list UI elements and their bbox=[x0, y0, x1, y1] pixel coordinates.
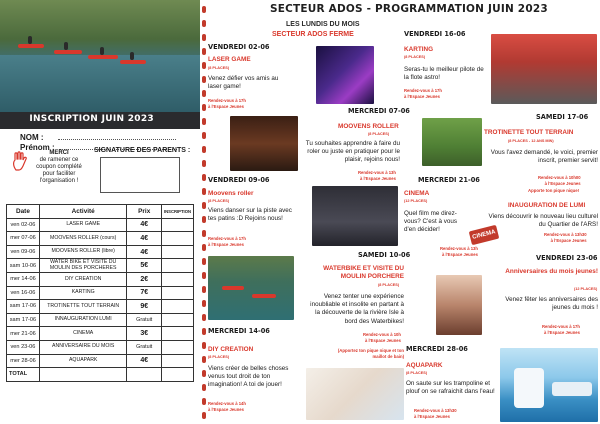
cell-date: sam 17-06 bbox=[7, 300, 40, 314]
aquapark-photo bbox=[500, 348, 598, 422]
event-places: (12 PLACES) bbox=[404, 199, 428, 203]
perforation-mark bbox=[202, 244, 206, 251]
cell-activity: MOOVENS ROLLER (libre) bbox=[39, 245, 127, 259]
event-places: (8 PLACES) bbox=[208, 355, 230, 359]
cell-price: 9€ bbox=[127, 300, 162, 314]
perforation-mark bbox=[202, 188, 206, 195]
cell-activity: INNAUGURATION LUMI bbox=[39, 313, 127, 327]
perforation-strip bbox=[200, 0, 208, 424]
cell-price: 5€ bbox=[127, 259, 162, 273]
cell-price: 7€ bbox=[127, 286, 162, 300]
cell-price: 2€ bbox=[127, 272, 162, 286]
cell-inscription[interactable] bbox=[161, 259, 193, 273]
perforation-mark bbox=[202, 412, 206, 419]
event-date: MERCREDI 21-06 bbox=[418, 176, 480, 184]
perforation-mark bbox=[202, 230, 206, 237]
event-title: KARTING bbox=[404, 46, 434, 53]
waterbike bbox=[54, 50, 82, 54]
event-rdv: Rendez-vous à 17h à l'Espace Jeunes bbox=[542, 324, 580, 335]
birthday-photo bbox=[436, 275, 482, 335]
cell-activity: ANNIVERSAIRE DU MOIS bbox=[39, 340, 127, 354]
event-title: AQUAPARK bbox=[406, 362, 443, 369]
event-title: MOOVENS ROLLER bbox=[338, 123, 399, 130]
perforation-mark bbox=[202, 34, 206, 41]
event-title: WATERBIKE ET VISITE DU MOULIN PORCHERE bbox=[323, 265, 404, 280]
total-label: TOTAL bbox=[7, 368, 40, 382]
table-row bbox=[7, 327, 194, 341]
roller-rink-photo bbox=[312, 186, 398, 246]
table-row bbox=[7, 232, 194, 246]
event-desc: Seras-tu le meilleur pilote de la flote astro! bbox=[404, 66, 484, 82]
perforation-mark bbox=[202, 174, 206, 181]
event-desc: Quel film me direz-vous? C'est à vous d'en décider! bbox=[404, 210, 458, 234]
waterbike bbox=[18, 44, 44, 48]
event-rdv: Rendez-vous à 13h à l'Espace Jeunes bbox=[358, 170, 396, 181]
cell-inscription[interactable] bbox=[161, 300, 193, 314]
event-date: MERCREDI 07-06 bbox=[348, 107, 410, 115]
rider bbox=[130, 52, 134, 60]
cinema-ticket-icon: CINEMA bbox=[469, 225, 500, 245]
event-places: (8 PLACES) bbox=[406, 371, 428, 375]
table-header-row bbox=[7, 205, 194, 219]
event-date: SAMEDI 17-06 bbox=[536, 113, 589, 121]
table-row bbox=[7, 272, 194, 286]
cell-date: ven 02-06 bbox=[7, 218, 40, 232]
total-price[interactable] bbox=[127, 368, 162, 382]
event-places: (8 PLACES) bbox=[208, 66, 230, 70]
rider bbox=[100, 47, 104, 55]
event-desc: Viens découvrir le nouveau lieu culturel du Quartier de l'ARS! bbox=[488, 213, 598, 229]
waterbike-event-photo bbox=[208, 256, 294, 320]
cell-price: 4€ bbox=[127, 354, 162, 368]
cell-price: 4€ bbox=[127, 245, 162, 259]
roller-photo bbox=[230, 116, 298, 171]
cell-inscription[interactable] bbox=[161, 232, 193, 246]
cell-activity: WATER BIKE ET VISITE DU MOULIN DES PORCHERES bbox=[39, 259, 127, 273]
perforation-mark bbox=[202, 20, 206, 27]
event-rdv: Rendez-vous à 13h30 à l'Espace Jeunes bbox=[414, 408, 457, 419]
col-activity: Activité bbox=[39, 205, 127, 219]
perforation-mark bbox=[202, 104, 206, 111]
registration-table bbox=[6, 204, 194, 382]
col-date: Date bbox=[7, 205, 40, 219]
perforation-mark bbox=[202, 258, 206, 265]
event-rdv: Rendez-vous à 13h à l'Espace Jeunes bbox=[440, 246, 478, 257]
event-date: VENDREDI 02-06 bbox=[208, 43, 270, 51]
signature-label: SIGNATURE DES PARENTS : bbox=[94, 147, 191, 154]
event-rdv: Rendez-vous à 14h à l'Espace Jeunes bbox=[208, 401, 246, 412]
total-empty bbox=[39, 368, 127, 382]
event-title: CINEMA bbox=[404, 190, 430, 197]
cell-inscription[interactable] bbox=[161, 354, 193, 368]
perforation-mark bbox=[202, 384, 206, 391]
event-rdv: Rendez-vous à 17h à l'Espace Jeunes bbox=[208, 236, 246, 247]
cell-activity: DIY CREATION bbox=[39, 272, 127, 286]
event-desc: Venez tenter une expérience inoubliable et insolite en partant à la découverte de la rivière Isle à bord des Waterbikes! bbox=[310, 293, 404, 325]
perforation-mark bbox=[202, 272, 206, 279]
perforation-mark bbox=[202, 160, 206, 167]
nom-line[interactable] bbox=[58, 133, 176, 140]
merci-text: de ramener ce coupon complété pour faciliter l'organisation ! bbox=[36, 157, 82, 184]
event-note: (Apportez ton pique nique et ton maillot de bain) bbox=[337, 348, 404, 359]
cell-inscription[interactable] bbox=[161, 218, 193, 232]
event-places: (8 PLACES) bbox=[404, 55, 426, 59]
perforation-mark bbox=[202, 48, 206, 55]
karting-photo bbox=[491, 34, 597, 104]
cell-price: 4€ bbox=[127, 232, 162, 246]
programme-title: SECTEUR ADOS - PROGRAMMATION JUIN 2023 bbox=[270, 3, 548, 15]
event-desc: Viens créer de belles choses venus tout droit de ton imagination! A toi de jouer! bbox=[208, 365, 289, 389]
event-title: Moovens roller bbox=[208, 190, 254, 197]
event-desc: Venez fêter les anniversaires des jeunes du mois ! bbox=[505, 296, 598, 312]
perforation-mark bbox=[202, 356, 206, 363]
perforation-mark bbox=[202, 370, 206, 377]
event-title: LASER GAME bbox=[208, 56, 251, 63]
event-places: (8 PLACES) bbox=[208, 199, 230, 203]
table-row bbox=[7, 259, 194, 273]
river-water bbox=[0, 55, 200, 112]
nom-label: NOM : bbox=[20, 133, 44, 142]
cell-activity: MOOVENS ROLLER (cours) bbox=[39, 232, 127, 246]
banner-bar bbox=[0, 112, 200, 129]
cell-inscription[interactable] bbox=[161, 245, 193, 259]
perforation-mark bbox=[202, 342, 206, 349]
cell-inscription[interactable] bbox=[161, 286, 193, 300]
event-rdv: Rendez-vous à 13h30 à l'Espace Jeunes bbox=[544, 232, 587, 243]
cell-date: ven 16-06 bbox=[7, 286, 40, 300]
col-inscription: INSCRIPTION bbox=[161, 205, 193, 219]
event-desc: Viens danser sur la piste avec tes patins :D Rejoins nous! bbox=[208, 207, 292, 223]
cell-price: Gratuit bbox=[127, 313, 162, 327]
cell-activity: TROTINETTE TOUT TERRAIN bbox=[39, 300, 127, 314]
event-desc: Venez défier vos amis au laser game! bbox=[208, 75, 279, 91]
event-date: SAMEDI 10-06 bbox=[358, 251, 411, 259]
cell-activity: AQUAPARK bbox=[39, 354, 127, 368]
cell-activity: LASER GAME bbox=[39, 218, 127, 232]
event-places: (8 PLACES - 12 ANS MIN) bbox=[508, 139, 554, 143]
event-rdv: Rendez-vous à 17h à l'Espace Jeunes bbox=[208, 98, 246, 109]
cell-date: sam 10-06 bbox=[7, 259, 40, 273]
event-title: INAUGURATION DE LUMI bbox=[508, 202, 586, 209]
col-price: Prix bbox=[127, 205, 162, 219]
cell-activity: KARTING bbox=[39, 286, 127, 300]
programme-panel bbox=[208, 0, 600, 424]
event-title: TROTINETTE TOUT TERRAIN bbox=[484, 129, 574, 136]
event-date: VENDREDI 09-06 bbox=[208, 176, 270, 184]
event-note: Apporte ton pique nique! bbox=[528, 188, 580, 193]
prenom-label: Prénom : bbox=[20, 143, 55, 152]
table-row bbox=[7, 354, 194, 368]
event-desc: On saute sur les trampoline et plouf on se rafraichit dans l'eau! bbox=[406, 380, 495, 396]
perforation-mark bbox=[202, 314, 206, 321]
table-row bbox=[7, 286, 194, 300]
event-rdv: Rendez-vous à 17h à l'Espace Jeunes bbox=[404, 88, 442, 99]
cell-inscription[interactable] bbox=[161, 313, 193, 327]
cell-date: sam 17-06 bbox=[7, 313, 40, 327]
perforation-mark bbox=[202, 132, 206, 139]
table-row bbox=[7, 340, 194, 354]
event-rdv: Rendez-vous à 10h à l'Espace Jeunes bbox=[363, 332, 401, 343]
event-date: MERCREDI 28-06 bbox=[406, 345, 468, 353]
perforation-mark bbox=[202, 398, 206, 405]
cell-date: mer 21-06 bbox=[7, 327, 40, 341]
cell-date: mer 28-06 bbox=[7, 354, 40, 368]
perforation-mark bbox=[202, 286, 206, 293]
rider bbox=[28, 36, 32, 44]
table-total-row bbox=[7, 368, 194, 382]
event-date: VENDREDI 16-06 bbox=[404, 30, 466, 38]
secteur-ferme-label: SECTEUR ADOS FERME bbox=[272, 31, 354, 38]
perforation-mark bbox=[202, 118, 206, 125]
diy-photo bbox=[306, 368, 404, 420]
nom-field[interactable] bbox=[20, 133, 176, 142]
table-row bbox=[7, 218, 194, 232]
perforation-mark bbox=[202, 90, 206, 97]
event-places: (8 PLACES) bbox=[378, 283, 400, 287]
cell-price: Gratuit bbox=[127, 340, 162, 354]
event-places: (12 PLACES) bbox=[574, 287, 598, 291]
perforation-mark bbox=[202, 146, 206, 153]
table-row bbox=[7, 300, 194, 314]
event-rdv: Rendez-vous à 10h00 à l'Espace Jeunes bbox=[538, 175, 581, 186]
event-desc: Vous l'avez demandé, le voici, premier inscrit, premier servit! bbox=[490, 149, 598, 165]
cell-inscription[interactable] bbox=[161, 340, 193, 354]
event-date: VENDREDI 23-06 bbox=[536, 254, 598, 262]
cell-date: ven 09-06 bbox=[7, 245, 40, 259]
cell-activity: CINEMA bbox=[39, 327, 127, 341]
table-row bbox=[7, 313, 194, 327]
merci-note bbox=[30, 150, 88, 185]
perforation-mark bbox=[202, 328, 206, 335]
perforation-mark bbox=[202, 300, 206, 307]
cell-price: 3€ bbox=[127, 327, 162, 341]
perforation-mark bbox=[202, 76, 206, 83]
event-date: MERCREDI 14-06 bbox=[208, 327, 270, 335]
perforation-mark bbox=[202, 202, 206, 209]
cell-inscription[interactable] bbox=[161, 272, 193, 286]
cell-date: ven 23-06 bbox=[7, 340, 40, 354]
trotinette-photo bbox=[422, 118, 482, 166]
event-desc: Tu souhaites apprendre à faire du roler ou juste en pratiquer pour le plaisir, rejoins nous! bbox=[305, 140, 400, 164]
total-inscription[interactable] bbox=[161, 368, 193, 382]
table-row bbox=[7, 245, 194, 259]
hand-icon bbox=[10, 150, 32, 172]
registration-coupon bbox=[0, 0, 200, 424]
event-title: DIY CREATION bbox=[208, 346, 254, 353]
merci-title: MERCI bbox=[49, 150, 69, 156]
cell-price: 4€ bbox=[127, 218, 162, 232]
perforation-mark bbox=[202, 6, 206, 13]
waterbike-photo bbox=[0, 0, 200, 112]
cell-inscription[interactable] bbox=[161, 327, 193, 341]
lundis-label: LES LUNDIS DU MOIS bbox=[286, 21, 360, 28]
signature-box[interactable] bbox=[100, 157, 180, 193]
banner-title: INSCRIPTION JUIN 2023 bbox=[29, 114, 154, 124]
perforation-mark bbox=[202, 62, 206, 69]
perforation-mark bbox=[202, 216, 206, 223]
rider bbox=[64, 42, 68, 50]
cell-date: mer 14-06 bbox=[7, 272, 40, 286]
event-title: Anniversaires du mois jeunes! bbox=[505, 268, 598, 275]
event-places: (8 PLACES) bbox=[368, 132, 390, 136]
cell-date: mer 07-06 bbox=[7, 232, 40, 246]
waterbike bbox=[88, 55, 118, 59]
laser-game-photo bbox=[316, 46, 374, 104]
waterbike bbox=[120, 60, 146, 64]
